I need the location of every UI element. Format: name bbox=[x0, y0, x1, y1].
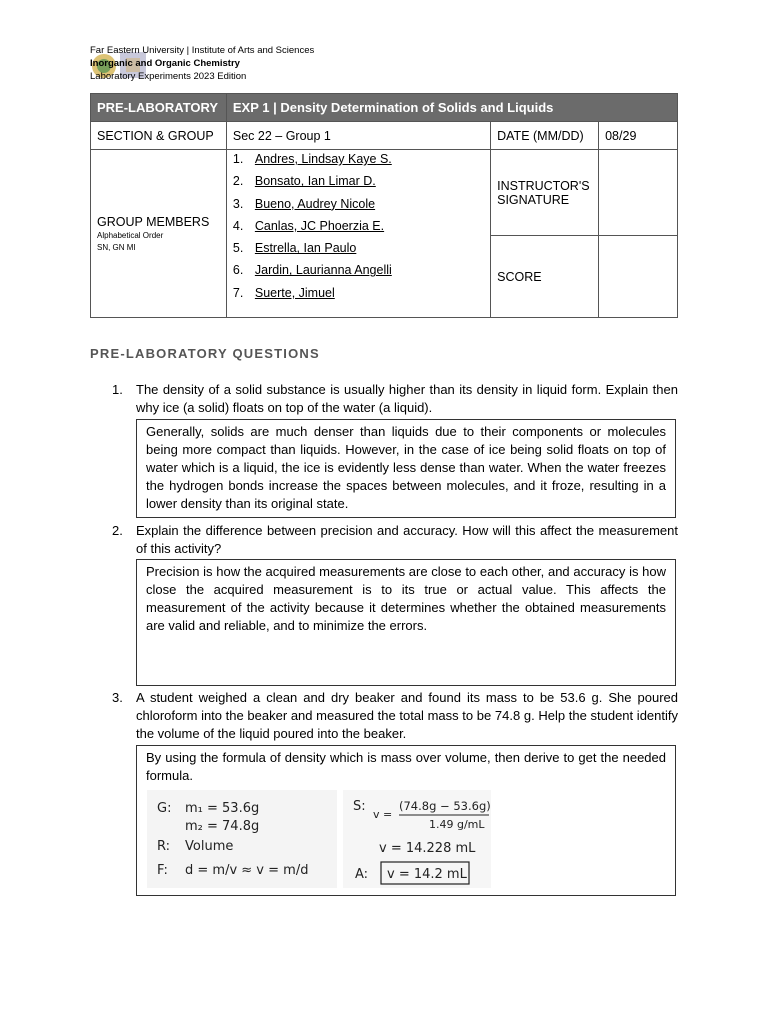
volume-result: v = 14.228 mL bbox=[379, 841, 476, 856]
required-label: R: bbox=[157, 839, 171, 854]
list-item: 4. Canlas, JC Phoerzia E. bbox=[232, 218, 385, 233]
question-text: Explain the difference between precision and accuracy. How will this affect the measurement of this activity? bbox=[136, 523, 678, 556]
required-value: Volume bbox=[185, 839, 234, 854]
solution-label: S: bbox=[353, 799, 366, 814]
header-institution: Far Eastern University | Institute of Arts and Sciences bbox=[90, 45, 315, 56]
date-label: DATE (MM/DD) bbox=[491, 122, 599, 150]
pre-lab-label: PRE-LABORATORY bbox=[91, 94, 227, 122]
header-edition: Laboratory Experiments 2023 Edition bbox=[90, 71, 247, 82]
question-2 bbox=[112, 522, 678, 558]
answer-value: v = 14.2 mL bbox=[387, 867, 467, 882]
answer-box-1: Generally, solids are much denser than liquids due to their components or molecules being more compact than liquids. However, in the case of ice being solid floats on top of water which is a liquid, the ice is evidently less dense than water. When the water freezes the hydrogen bonds increase the spaces between molecules, and it froze, resulting in a lower density than its original state. bbox=[136, 419, 676, 518]
question-1 bbox=[112, 381, 678, 417]
question-text: The density of a solid substance is usually higher than its density in liquid form. Explain then why ice (a solid) floats on top of the water (a liquid). bbox=[136, 382, 678, 415]
list-item: 3. Bueno, Audrey Nicole bbox=[232, 196, 376, 211]
handwritten-solution-image bbox=[147, 790, 491, 888]
question-3 bbox=[112, 689, 678, 743]
question-text: A student weighed a clean and dry beaker and found its mass to be 53.6 g. She poured chloroform into the beaker and measured the total mass to be 74.8 g. Help the student identify the volume of the liquid poured into the beaker. bbox=[136, 690, 678, 741]
answer-box-2: Precision is how the acquired measurements are close to each other, and accuracy is how close the acquired measurement is to its true or actual value. This affects the measurement of the activity because it determines whether the obtained measurements are valid and reliable, and to minimize the errors. bbox=[136, 559, 676, 686]
question-number: 2. bbox=[112, 523, 123, 538]
list-item: 1. Andres, Lindsay Kaye S. bbox=[232, 152, 392, 166]
instructor-signature-field bbox=[599, 150, 678, 236]
section-title: PRE-LABORATORY QUESTIONS bbox=[90, 346, 320, 361]
members-order-note: Alphabetical Order bbox=[97, 231, 164, 240]
answer-box-3: By using the formula of density which is mass over volume, then derive to get the needed formula. bbox=[136, 745, 676, 896]
section-label: SECTION & GROUP bbox=[91, 122, 227, 150]
list-item: 6. Jardin, Laurianna Angelli bbox=[232, 263, 392, 278]
document-header bbox=[90, 44, 390, 86]
formula-value: d = m/v ≈ v = m/d bbox=[185, 863, 309, 878]
group-members-list bbox=[227, 150, 490, 308]
formula-label: F: bbox=[157, 863, 168, 878]
given-m2: m₂ = 74.8g bbox=[185, 819, 260, 834]
experiment-info-table bbox=[90, 93, 678, 318]
question-number: 3. bbox=[112, 690, 123, 705]
group-members-label: GROUP MEMBERS bbox=[97, 215, 210, 229]
list-item: 5. Estrella, Ian Paulo bbox=[232, 241, 357, 256]
score-label: SCORE bbox=[491, 236, 599, 318]
list-item: 2. Bonsato, Ian Limar D. bbox=[232, 174, 376, 189]
header-course: Inorganic and Organic Chemistry bbox=[90, 58, 240, 69]
members-format-note: SN, GN MI bbox=[97, 242, 136, 252]
group-members-list-cell bbox=[226, 150, 490, 318]
instructor-signature-label: INSTRUCTOR'S SIGNATURE bbox=[491, 150, 599, 236]
given-m1: m₁ = 53.6g bbox=[185, 801, 260, 816]
score-field bbox=[599, 236, 678, 318]
solution-v: v = bbox=[373, 808, 393, 821]
list-item: 7. Suerte, Jimuel bbox=[232, 285, 335, 300]
given-label: G: bbox=[157, 801, 172, 816]
date-value: 08/29 bbox=[599, 122, 678, 150]
section-value: Sec 22 – Group 1 bbox=[226, 122, 490, 150]
answer-label: A: bbox=[355, 867, 369, 882]
solution-denominator: 1.49 g/mL bbox=[429, 818, 485, 831]
group-members-label-cell bbox=[91, 150, 227, 318]
solution-numerator: (74.8g − 53.6g) bbox=[399, 799, 491, 813]
experiment-title: EXP 1 | Density Determination of Solids and Liquids bbox=[226, 94, 677, 122]
question-number: 1. bbox=[112, 382, 123, 397]
